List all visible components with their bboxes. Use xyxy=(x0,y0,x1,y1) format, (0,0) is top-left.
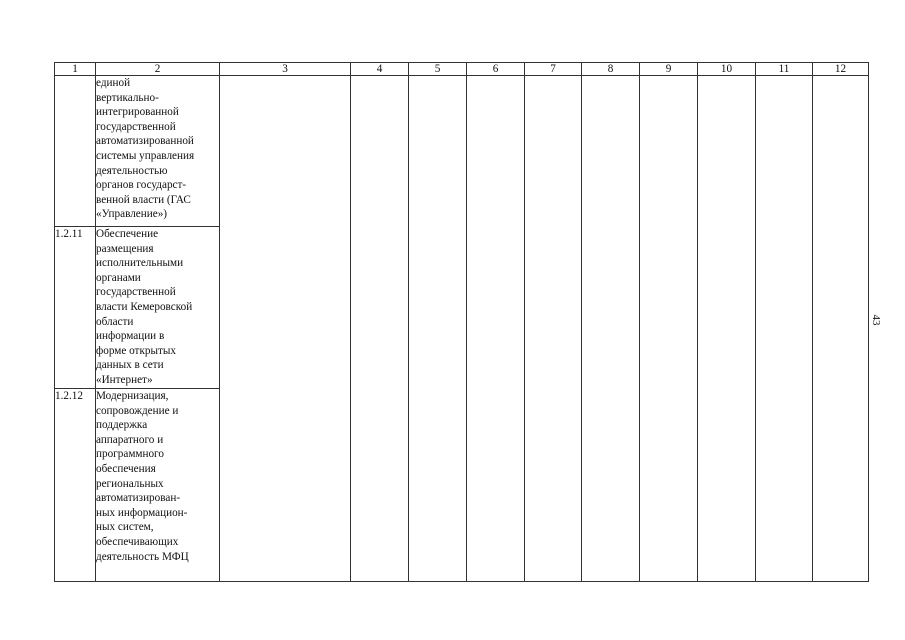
description-line: области xyxy=(96,315,134,328)
description-line: автоматизирован- xyxy=(96,492,181,505)
description-line: венной власти (ГАС xyxy=(96,193,191,206)
table-cell xyxy=(351,76,409,582)
description-line: системы управления xyxy=(96,149,195,162)
description-line: форме открытых xyxy=(96,344,176,357)
description-line: данных в сети xyxy=(96,359,164,372)
description-line: автоматизированной xyxy=(96,135,194,148)
table-cell xyxy=(640,76,698,582)
description-line: единой xyxy=(96,77,131,89)
row-number: 1.2.12 xyxy=(55,389,96,582)
description-line: программного xyxy=(96,448,164,461)
table-cell xyxy=(698,76,756,582)
column-header: 3 xyxy=(220,63,351,76)
row-description xyxy=(96,227,220,389)
column-header: 11 xyxy=(756,63,813,76)
description-line: обеспечения xyxy=(96,462,156,475)
column-header: 10 xyxy=(698,63,756,76)
table-cell xyxy=(220,76,351,582)
row-number: 1.2.11 xyxy=(55,227,96,389)
description-line: органами xyxy=(96,271,141,284)
description-line: сопровождение и xyxy=(96,404,179,417)
description-line: региональных xyxy=(96,477,164,490)
page-number: 43 xyxy=(870,314,882,326)
column-header: 2 xyxy=(96,63,220,76)
table-cell xyxy=(582,76,640,582)
description-line: информации в xyxy=(96,330,165,343)
description-line: вертикально- xyxy=(96,91,159,104)
description-line: «Управление») xyxy=(96,208,168,221)
table-cell xyxy=(756,76,813,582)
column-header: 6 xyxy=(467,63,525,76)
table-cell xyxy=(409,76,467,582)
description-line: деятельность МФЦ xyxy=(96,550,189,563)
column-header: 5 xyxy=(409,63,467,76)
description-line: ных информацион- xyxy=(96,506,188,519)
column-header: 4 xyxy=(351,63,409,76)
description-line: поддержка xyxy=(96,419,148,432)
description-line: аппаратного и xyxy=(96,433,164,446)
table-row xyxy=(55,76,869,227)
table-header-row xyxy=(55,63,869,76)
description-line: ных систем, xyxy=(96,521,154,534)
description-line: органов государст- xyxy=(96,179,187,192)
description-line: интегрированной xyxy=(96,106,179,119)
description-line: обеспечивающих xyxy=(96,535,179,548)
row-number xyxy=(55,76,96,227)
description-line: власти Кемеровской xyxy=(96,300,193,313)
description-line: государственной xyxy=(96,120,176,133)
table-cell xyxy=(813,76,869,582)
column-header: 8 xyxy=(582,63,640,76)
column-header: 9 xyxy=(640,63,698,76)
document-table xyxy=(54,62,869,582)
column-header: 12 xyxy=(813,63,869,76)
description-line: Обеспечение xyxy=(96,228,159,240)
row-description xyxy=(96,389,220,582)
description-line: деятельностью xyxy=(96,164,168,177)
description-line: «Интернет» xyxy=(96,373,153,386)
description-line: государственной xyxy=(96,286,176,299)
row-description xyxy=(96,76,220,227)
column-header: 7 xyxy=(525,63,582,76)
table-cell xyxy=(525,76,582,582)
description-line: исполнительными xyxy=(96,257,184,270)
column-header: 1 xyxy=(55,63,96,76)
table-cell xyxy=(467,76,525,582)
description-line: Модернизация, xyxy=(96,390,169,402)
description-line: размещения xyxy=(96,242,154,255)
